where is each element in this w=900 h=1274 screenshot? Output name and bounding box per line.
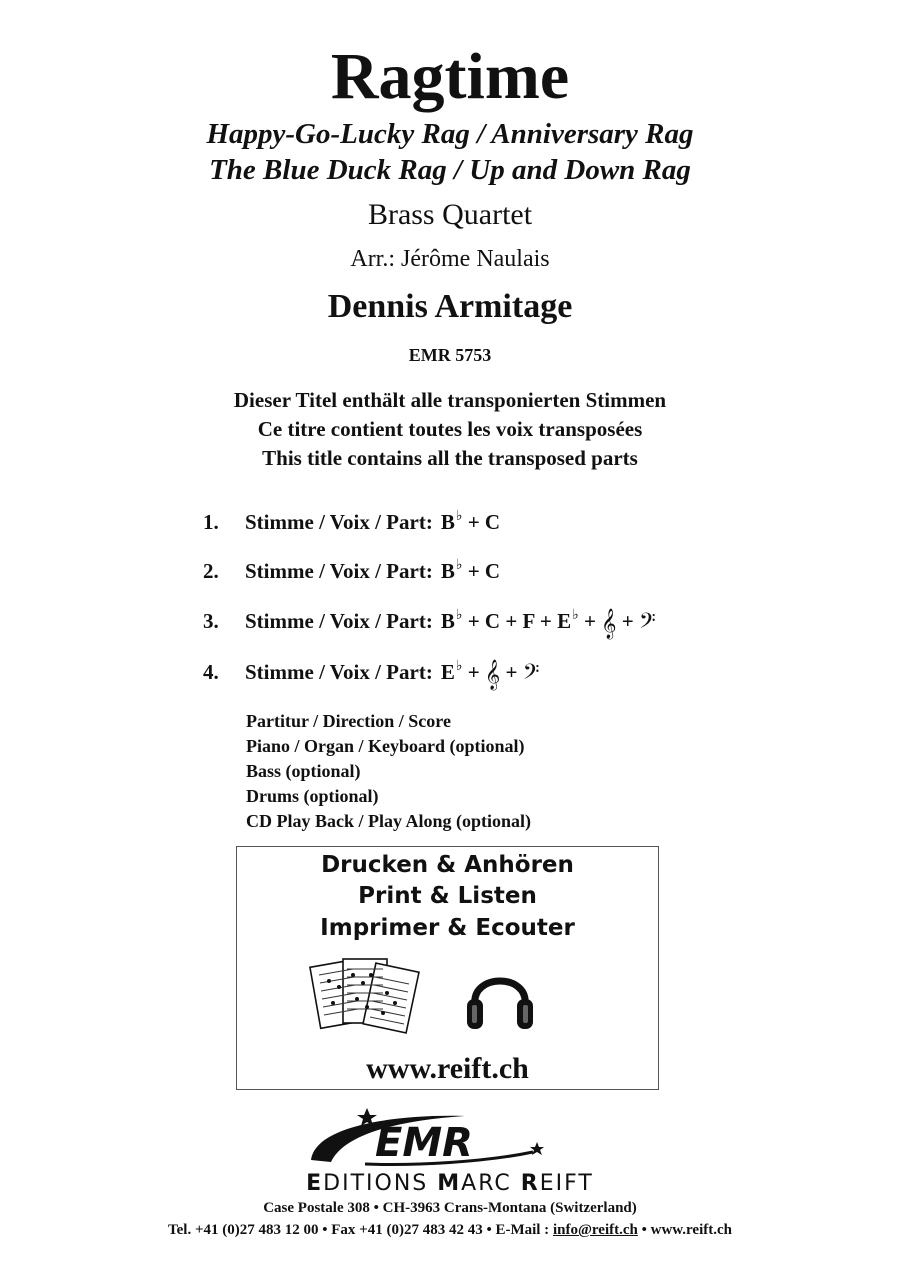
part-label: Stimme / Voix / Part:	[245, 609, 433, 633]
extras-list	[246, 709, 531, 834]
part-keys: B♭ + C + F + E♭ + 𝄞 + 𝄢	[440, 608, 656, 639]
part-keys: E♭ + 𝄞 + 𝄢	[440, 659, 540, 690]
part-number: 3.	[203, 609, 219, 633]
part-label: Stimme / Voix / Part:	[245, 559, 433, 583]
flat-icon: ♭	[455, 509, 463, 524]
composer: Dennis Armitage	[327, 288, 573, 325]
emr-logo	[305, 1104, 560, 1170]
publisher-name: EDITIONS MARC REIFT	[306, 1171, 594, 1196]
transposed-notice-fr: Ce titre contient toutes les voix transposées	[257, 417, 643, 441]
page-title: Ragtime	[330, 40, 570, 113]
promo-line-en: Print & Listen	[358, 883, 537, 909]
part-number: 4.	[203, 660, 219, 684]
subtitle-line-1: Happy-Go-Lucky Rag / Anniversary Rag	[206, 118, 694, 150]
email-link[interactable]: info@reift.ch	[552, 1222, 638, 1238]
website-link[interactable]: www.reift.ch	[366, 1052, 529, 1085]
extras-item-drums: Drums (optional)	[246, 786, 379, 806]
catalog-number: EMR 5753	[408, 345, 492, 365]
bass-clef-icon: 𝄢	[639, 609, 656, 639]
part-row-3	[203, 602, 656, 638]
bass-clef-icon: 𝄢	[522, 660, 540, 690]
arranger: Arr.: Jérôme Naulais	[350, 246, 550, 272]
emr-logo-text: EMR	[375, 1120, 473, 1166]
part-keys: B♭ + C	[440, 509, 501, 534]
publisher-address: Case Postale 308 • CH-3963 Crans-Montana (Switzerland)	[263, 1200, 637, 1216]
part-label: Stimme / Voix / Part:	[245, 510, 433, 534]
treble-clef-icon: 𝄞	[484, 660, 501, 690]
part-label: Stimme / Voix / Part:	[245, 660, 433, 684]
ensemble: Brass Quartet	[367, 198, 533, 231]
extras-item-bass: Bass (optional)	[246, 761, 361, 781]
publisher-contact	[0, 1220, 900, 1240]
part-row-2	[203, 552, 500, 585]
extras-item-cd: CD Play Back / Play Along (optional)	[246, 811, 532, 831]
flat-icon: ♭	[455, 558, 463, 573]
transposed-notice-en: This title contains all the transposed parts	[262, 446, 638, 470]
promo-line-fr: Imprimer & Ecouter	[320, 915, 575, 941]
promo-line-de: Drucken & Anhören	[321, 852, 574, 878]
extras-item-score: Partitur / Direction / Score	[246, 711, 451, 731]
flat-icon: ♭	[455, 659, 463, 674]
part-row-1	[203, 503, 500, 536]
subtitle-line-2: The Blue Duck Rag / Up and Down Rag	[209, 154, 691, 186]
sheet-music-icon	[307, 953, 422, 1043]
flat-icon: ♭	[455, 608, 463, 623]
headphones-icon	[465, 955, 535, 1037]
treble-clef-icon: 𝄞	[601, 609, 617, 639]
contact-website: • www.reift.ch	[641, 1222, 732, 1238]
contact-phone-fax: Tel. +41 (0)27 483 12 00 • Fax +41 (0)27 483 42 43 • E-Mail :	[168, 1222, 550, 1238]
transposed-notice-de: Dieser Titel enthält alle transponierten Stimmen	[233, 388, 667, 412]
part-number: 1.	[203, 510, 219, 534]
flat-icon: ♭	[572, 608, 579, 623]
part-number: 2.	[203, 559, 219, 583]
part-keys: B♭ + C	[440, 558, 501, 583]
part-row-4	[203, 653, 539, 689]
extras-item-piano: Piano / Organ / Keyboard (optional)	[246, 736, 525, 756]
print-listen-promo	[236, 846, 659, 1090]
